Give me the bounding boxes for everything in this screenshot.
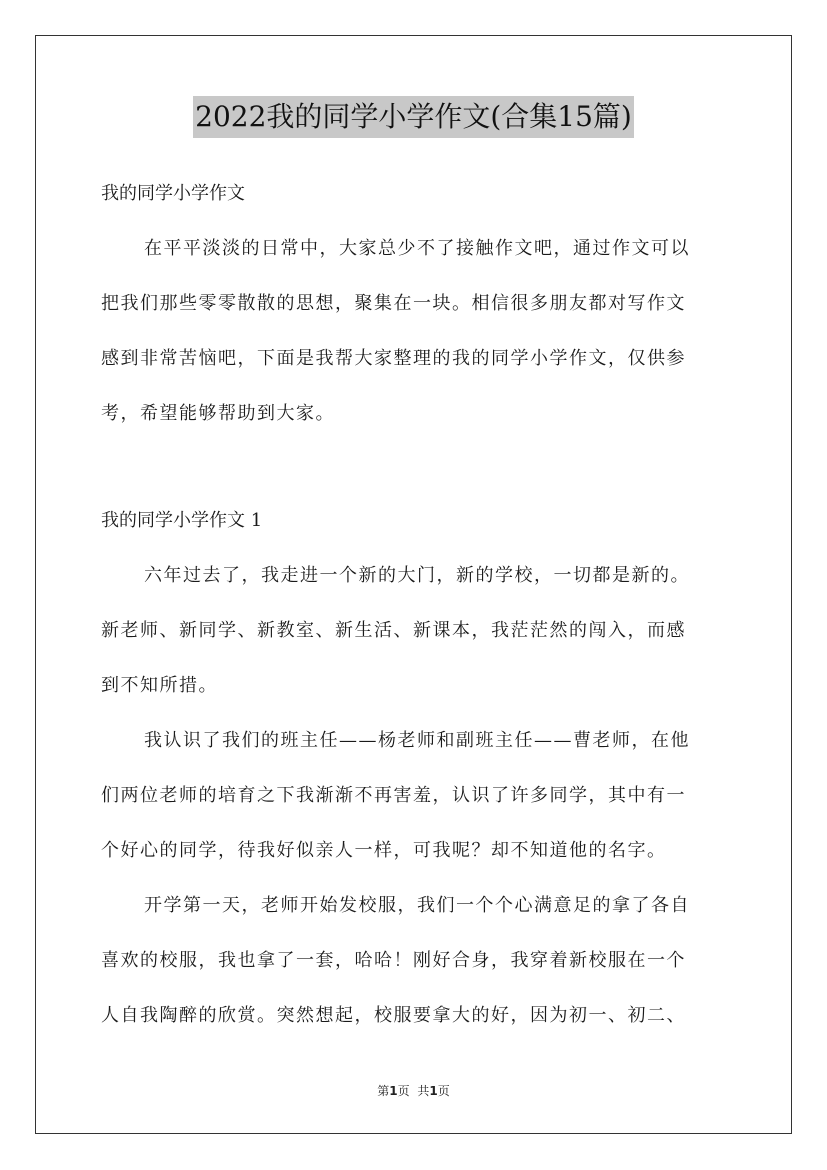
- page-current: 1: [389, 1084, 398, 1098]
- title-container: [0, 96, 827, 138]
- document-body: [101, 166, 727, 1043]
- page-prefix: 第: [377, 1084, 390, 1098]
- intro-heading: 我的同学小学作文: [101, 183, 245, 204]
- essay1-p1-line-3: 到不知所措。: [101, 675, 218, 696]
- document-title: 2022我的同学小学作文(合集15篇): [193, 96, 634, 138]
- essay1-p1-line-1: 六年过去了，我走进一个新的大门，新的学校，一切都是新的。: [144, 565, 690, 586]
- essay1-p2-line-2: 们两位老师的培育之下我渐渐不再害羞，认识了许多同学，其中有一: [101, 785, 686, 806]
- intro-line-4: 考，希望能够帮助到大家。: [101, 403, 335, 424]
- essay1-p3-line-1: 开学第一天，老师开始发校服，我们一个个心满意足的拿了各自: [144, 895, 690, 916]
- essay1-p3-line-2: 喜欢的校服，我也拿了一套，哈哈！刚好合身，我穿着新校服在一个: [101, 950, 686, 971]
- essay1-p3-line-3: 人自我陶醉的欣赏。突然想起，校服要拿大的好，因为初一、初二、: [101, 1005, 686, 1026]
- essay1-heading: 我的同学小学作文 1: [101, 510, 263, 531]
- intro-line-1: 在平平淡淡的日常中，大家总少不了接触作文吧，通过作文可以: [144, 238, 690, 259]
- essay1-p1-line-2: 新老师、新同学、新教室、新生活、新课本，我茫茫然的闯入，而感: [101, 620, 686, 641]
- total-suffix: 页: [437, 1084, 450, 1098]
- page-footer: [0, 1082, 827, 1099]
- section-gap: [101, 441, 727, 493]
- page-total: 1: [429, 1084, 438, 1098]
- total-prefix: 共: [417, 1084, 430, 1098]
- essay1-p2-line-1: 我认识了我们的班主任——杨老师和副班主任——曹老师，在他: [144, 730, 690, 751]
- intro-line-2: 把我们那些零零散散的思想，聚集在一块。相信很多朋友都对写作文: [101, 293, 686, 314]
- page-suffix: 页: [397, 1084, 410, 1098]
- essay1-p2-line-3: 个好心的同学，待我好似亲人一样，可我呢？却不知道他的名字。: [101, 840, 667, 861]
- intro-line-3: 感到非常苦恼吧，下面是我帮大家整理的我的同学小学作文，仅供参: [101, 348, 686, 369]
